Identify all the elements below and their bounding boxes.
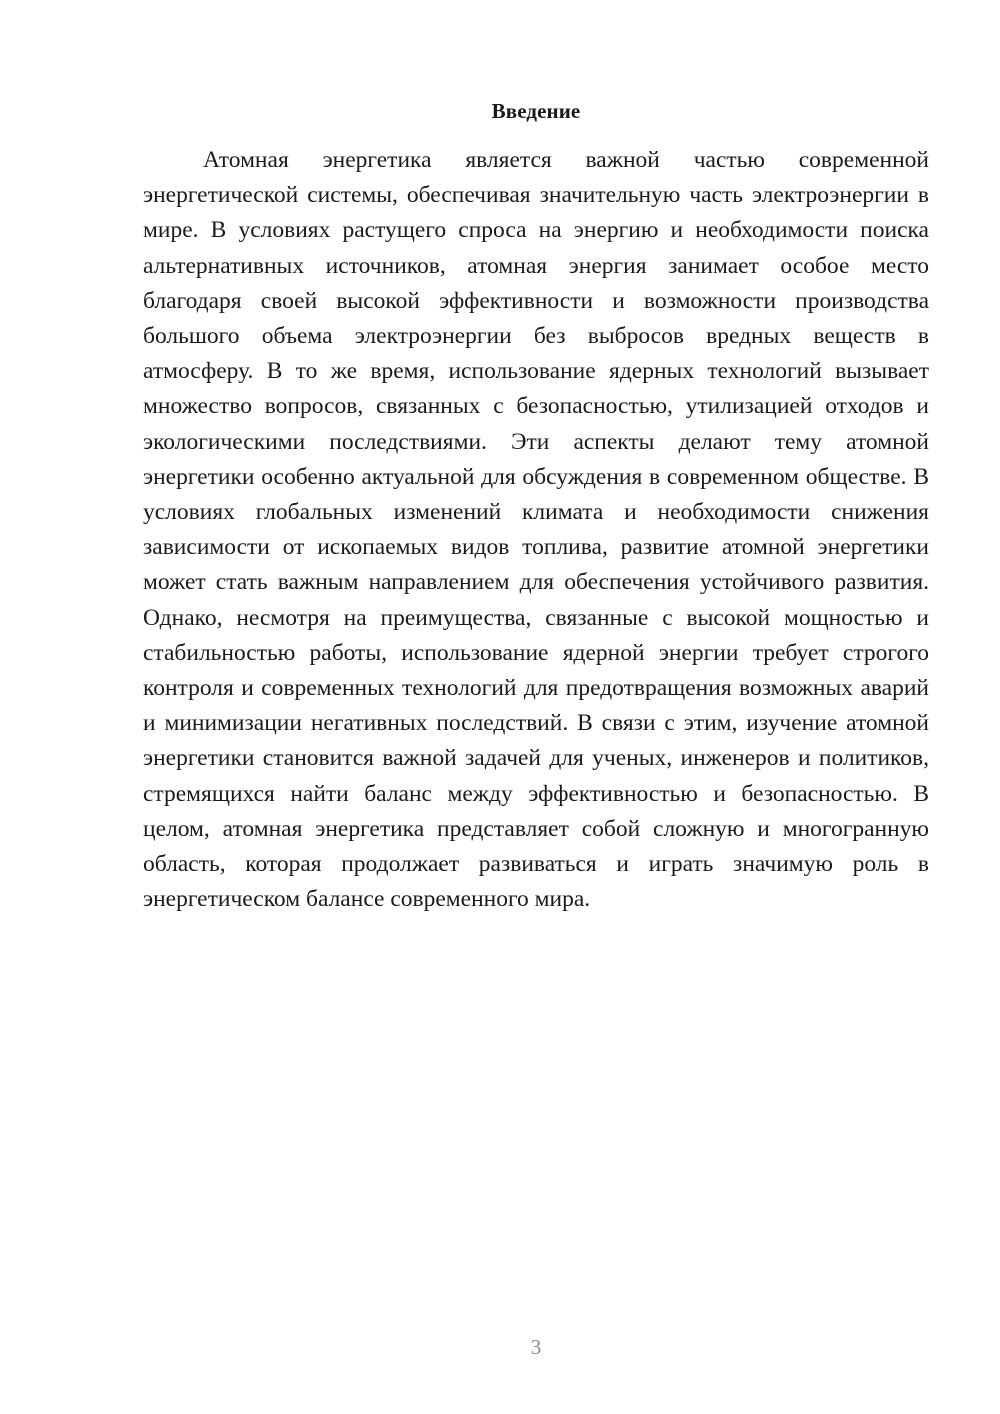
body-paragraph: Атомная энергетика является важной частью современной энергетической системы, обеспечивая значительную часть электроэнергии в мире. В условиях растущего спроса на энергию и необходимости поиска альтернативных источников, атомная энергия занимает особое место благодаря своей высокой эффективности и возможности производства большого объема электроэнергии без выбросов вредных веществ в атмосферу. В то же время, использование ядерных технологий вызывает множество вопросов, связанных с безопасностью, утилизацией отходов и экологическими последствиями. Эти аспекты делают тему атомной энергетики особенно актуальной для обсуждения в современном обществе. В условиях глобальных изменений климата и необходимости снижения зависимости от ископаемых видов топлива, развитие атомной энергетики может стать важным направлением для обеспечения устойчивого развития. Однако, несмотря на преимущества, связанные с высокой мощностью и стабильностью работы, использование ядерной энергии требует строгого контроля и современных технологий для предотвращения возможных аварий и минимизации негативных последствий. В связи с этим, изучение атомной энергетики становится важной задачей для ученых, инженеров и политиков, стремящихся найти баланс между эффективностью и безопасностью. В целом, атомная энергетика представляет собой сложную и многогранную область, которая продолжает развиваться и играть значимую роль в энергетическом балансе современного мира. bbox=[143, 147, 929, 913]
page-number: 3 bbox=[530, 1335, 542, 1359]
section-heading: Введение bbox=[491, 99, 581, 123]
